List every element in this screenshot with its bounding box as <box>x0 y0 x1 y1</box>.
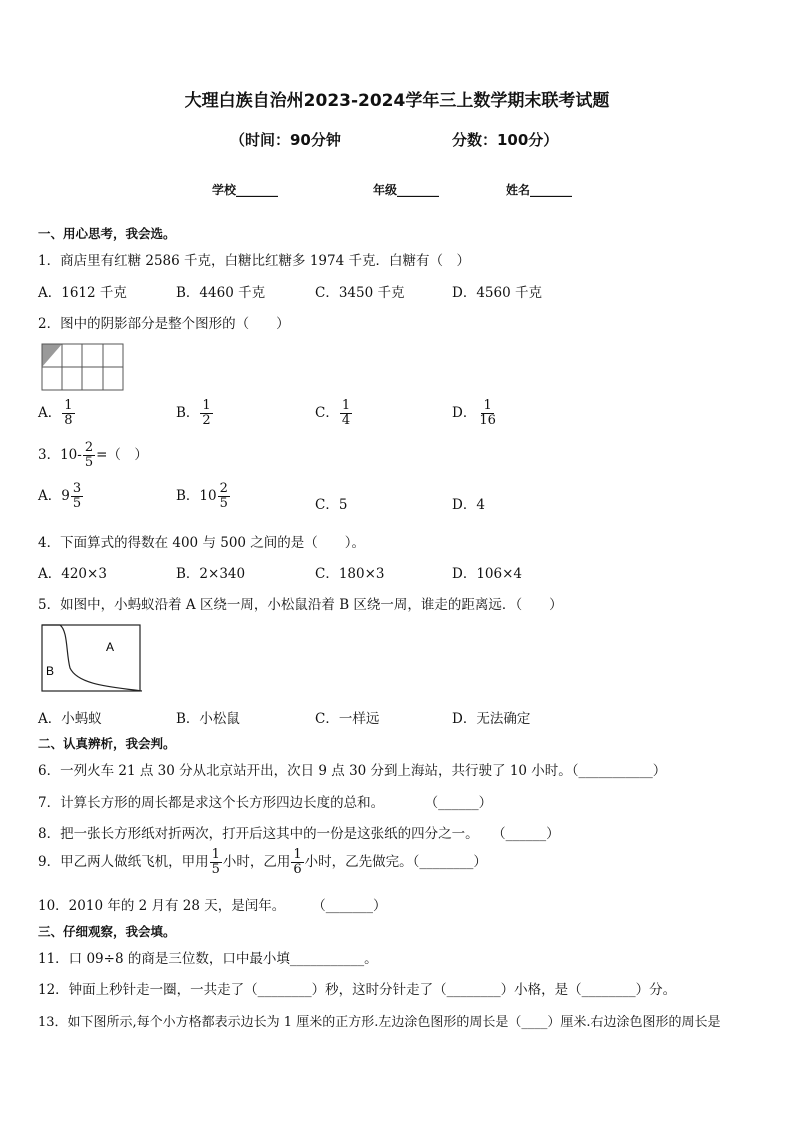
q5-option-b[interactable]: B．小松鼠 <box>176 711 240 727</box>
q2-option-a[interactable]: A． $\frac{1}{8}$ <box>38 398 73 428</box>
question-9: 9．甲乙两人做纸飞机，甲用 $\frac{1}{5}$ 小时，乙用 $\frac{1}{6}$ 小时，乙先做完。（________） <box>38 847 487 877</box>
shaded-grid-figure <box>41 343 125 391</box>
question-7: 7．计算长方形的周长都是求这个长方形四边长度的总和。 （______） <box>38 795 493 811</box>
q5-option-c[interactable]: C．一样远 <box>315 711 380 727</box>
region-a-label: A <box>106 640 115 654</box>
q1-option-c[interactable]: C．3450 千克 <box>315 285 405 301</box>
section-heading-2: 二、认真辨析，我会判。 <box>38 736 176 751</box>
name-field[interactable]: 姓名_______ <box>506 183 573 197</box>
question-6: 6．一列火车 21 点 30 分从北京站开出，次日 9 点 30 分到上海站，共行驶了 10 小时。（___________） <box>38 763 667 779</box>
q3-option-b[interactable]: B．10 $\frac{2}{5}$ <box>176 481 228 511</box>
exam-score: 分数：100分） <box>452 131 559 149</box>
section-heading-3: 三、仔细观察，我会填。 <box>38 924 176 939</box>
question-4: 4．下面算式的得数在 400 与 500 之间的是（ ）。 <box>38 535 366 551</box>
question-8: 8．把一张长方形纸对折两次，打开后这其中的一份是这张纸的四分之一。 （______） <box>38 826 560 842</box>
q2-option-c[interactable]: C． $\frac{1}{4}$ <box>315 398 351 428</box>
question-2: 2．图中的阴影部分是整个图形的（ ） <box>38 316 290 332</box>
question-11: 11．口 09÷8 的商是三位数，口中最小填___________。 <box>38 951 378 967</box>
q3-option-c[interactable]: C．5 <box>315 497 348 513</box>
q5-option-a[interactable]: A．小蚂蚁 <box>38 711 102 727</box>
exam-time: （时间：90分钟 <box>230 131 341 149</box>
shaded-triangle <box>42 344 62 367</box>
q3-option-a[interactable]: A．9 $\frac{3}{5}$ <box>38 481 82 511</box>
q3-option-d[interactable]: D．4 <box>452 497 485 513</box>
region-ab-figure <box>40 623 144 695</box>
q4-option-d[interactable]: D．106×4 <box>452 566 522 582</box>
school-field[interactable]: 学校_______ <box>212 183 279 197</box>
q1-option-a[interactable]: A．1612 千克 <box>38 285 127 301</box>
question-12: 12．钟面上秒针走一圈，一共走了（________）秒，这时分针走了（________）小格，是（________）分。 <box>38 982 677 998</box>
q4-option-b[interactable]: B．2×340 <box>176 566 246 582</box>
q1-option-d[interactable]: D．4560 千克 <box>452 285 542 301</box>
question-10: 10．2010 年的 2 月有 28 天，是闰年。 （_______） <box>38 898 387 914</box>
region-b-label: B <box>46 664 55 678</box>
q2-option-b[interactable]: B． $\frac{1}{2}$ <box>176 398 211 428</box>
section-heading-1: 一、用心思考，我会选。 <box>38 226 176 241</box>
q1-option-b[interactable]: B．4460 千克 <box>176 285 266 301</box>
q4-option-c[interactable]: C．180×3 <box>315 566 385 582</box>
q4-option-a[interactable]: A．420×3 <box>38 566 107 582</box>
page-title: 大理白族自治州2023-2024学年三上数学期末联考试题 <box>184 91 610 111</box>
q2-option-d[interactable]: D． $\frac{1}{16}$ <box>452 398 496 428</box>
question-5: 5．如图中，小蚂蚁沿着 A 区绕一周，小松鼠沿着 B 区绕一周，谁走的距离远．（ ） <box>38 597 563 613</box>
question-3: 3．10- $\frac{2}{5}$ =（ ） <box>38 440 148 470</box>
q5-option-d[interactable]: D．无法确定 <box>452 711 531 727</box>
question-13: 13．如下图所示,每个小方格都表示边长为 1 厘米的正方形.左边涂色图形的周长是（____）厘米.右边涂色图形的周长是 <box>38 1015 721 1030</box>
grade-field[interactable]: 年级_______ <box>373 183 440 197</box>
question-1: 1．商店里有红糖 2586 千克，白糖比红糖多 1974 千克．白糖有（ ） <box>38 253 470 269</box>
